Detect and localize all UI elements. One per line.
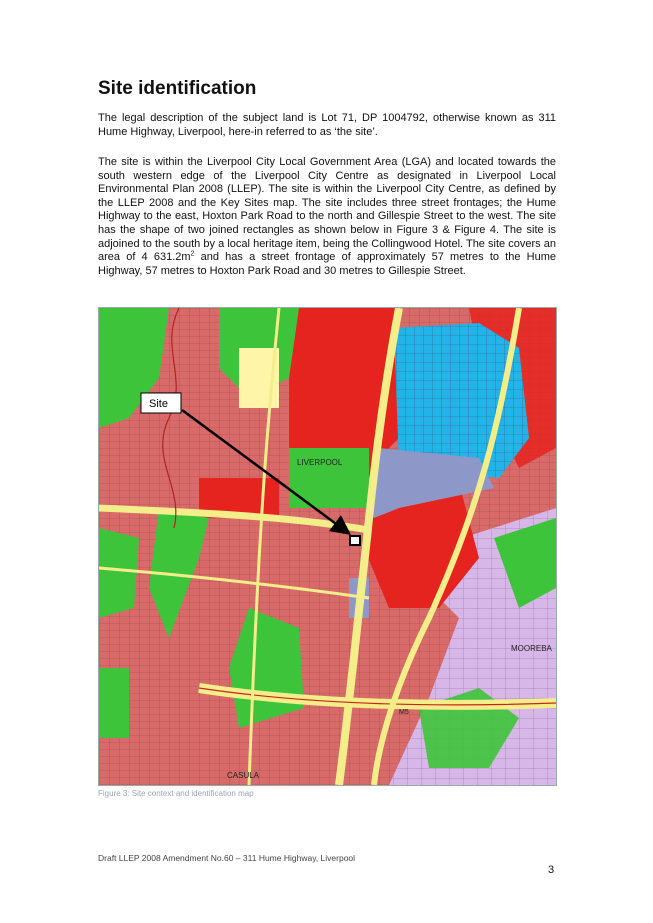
site-location-text-tail: and has a street frontage of approximately 57 metres to the Hume Highway, 57 metres to Hoxton Park Road and 30 metres to Gillespie Street.	[98, 251, 556, 277]
site-location-paragraph	[98, 156, 556, 278]
place-label-liverpool: LIVERPOOL	[297, 458, 343, 467]
figure-caption: Figure 3: Site context and identification map	[98, 789, 254, 798]
page-number: 3	[548, 864, 555, 876]
page-footer: Draft LLEP 2008 Amendment No.60 – 311 Hume Highway, Liverpool	[98, 853, 356, 863]
section-heading: Site identification	[98, 78, 257, 99]
road-label-m5: M5	[399, 709, 409, 716]
site-marker	[350, 536, 360, 545]
place-label-casula: CASULA	[227, 771, 260, 780]
site-location-text: The site is within the Liverpool City Local Government Area (LGA) and located towards the south western edge of the Liverpool City Centre as designated in Liverpool Local Environmental Plan 2008 (LLEP). The site is within the Liverpool City Centre, as defined by the LLEP 2008 and the Key Sites map. The site includes three street frontages; the Hume Highway to the east, Hoxton Park Road to the north and Gillespie Street to the west. The site has the shape of two joined rectangles as shown below in Figure 3 & Figure 4. The site is adjoined to the south by a local heritage item, being the Collingwood Hotel. The site covers an area of 4 631.2m	[98, 156, 556, 264]
site-label: Site	[149, 398, 168, 410]
area-superscript: 2	[190, 250, 195, 258]
place-label-moorebank: MOOREBA	[511, 644, 552, 653]
site-context-map	[98, 307, 557, 786]
zoning-map-graphic	[99, 308, 556, 785]
legal-description-paragraph: The legal description of the subject land is Lot 71, DP 1004792, otherwise known as 311 Hume Highway, Liverpool, here-in referred to as ‘the site’.	[98, 112, 556, 138]
